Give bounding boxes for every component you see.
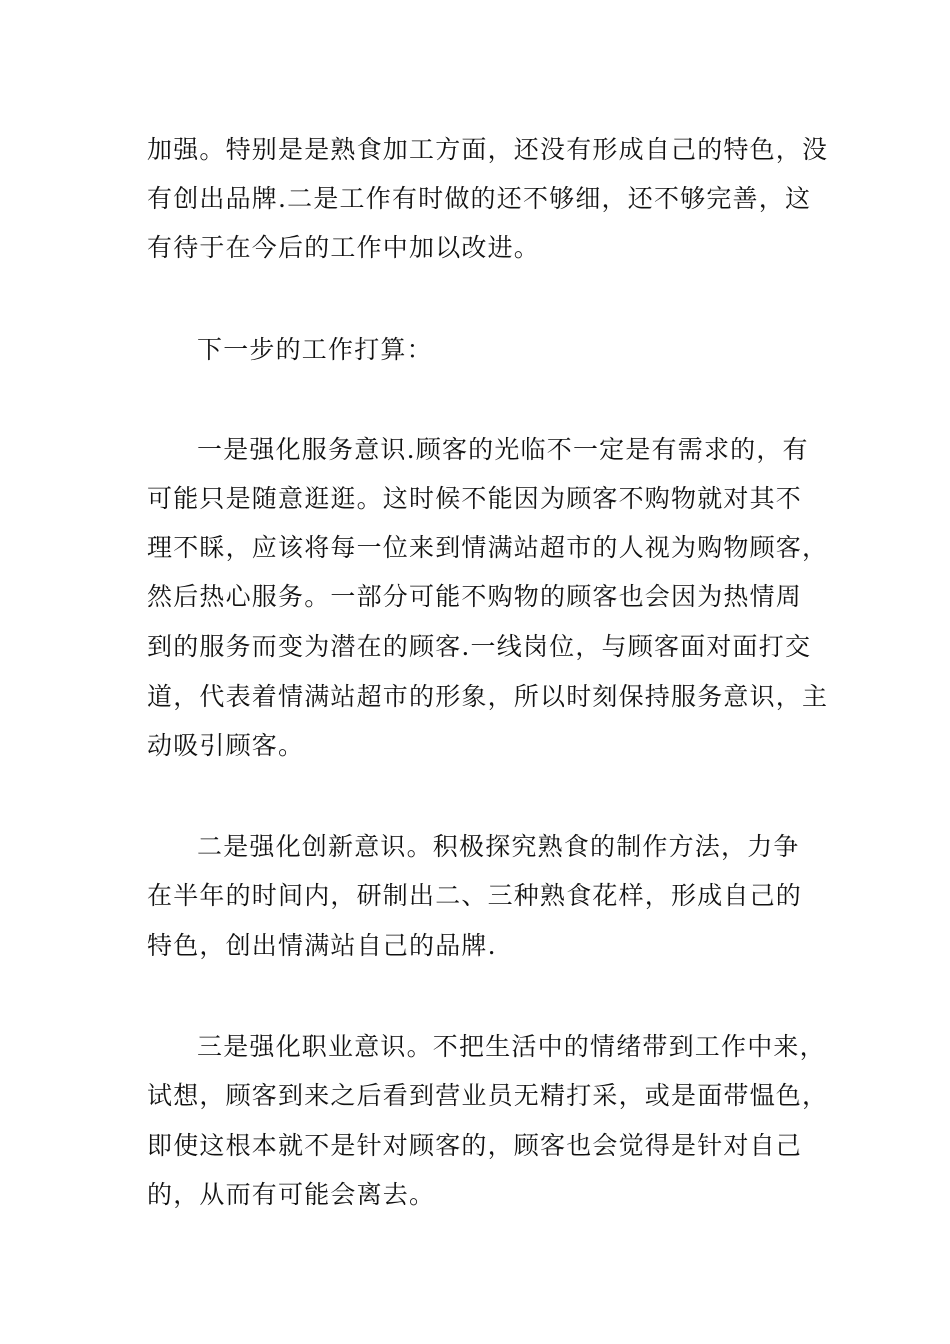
text-line: 三是强化职业意识。不把生活中的情绪带到工作中来， <box>197 1032 826 1061</box>
text-line: 试想，顾客到来之后看到营业员无精打采，或是面带愠色， <box>147 1081 829 1110</box>
text-line: 加强。特别是是熟食加工方面，还没有形成自己的特色，没 <box>147 135 829 164</box>
text-line: 然后热心服务。一部分可能不购物的顾客也会因为热情周 <box>147 582 803 611</box>
text-line: 一是强化服务意识.顾客的光临不一定是有需求的，有 <box>197 435 809 464</box>
text-line: 道，代表着情满站超市的形象，所以时刻保持服务意识，主 <box>147 682 829 711</box>
text-line: 特色，创出情满站自己的品牌. <box>147 931 497 960</box>
text-line: 可能只是随意逛逛。这时候不能因为顾客不购物就对其不 <box>147 484 803 513</box>
text-line: 动吸引顾客。 <box>147 731 305 760</box>
text-line: 到的服务而变为潜在的顾客.一线岗位，与顾客面对面打交 <box>147 632 812 661</box>
text-line: 下一步的工作打算： <box>197 335 433 364</box>
text-line: 的，从而有可能会离去。 <box>147 1180 436 1209</box>
text-line: 在半年的时间内，研制出二、三种熟食花样，形成自己的 <box>147 881 803 910</box>
text-line: 即使这根本就不是针对顾客的，顾客也会觉得是针对自己 <box>147 1131 803 1160</box>
text-line: 理不睬，应该将每一位来到情满站超市的人视为购物顾客， <box>147 533 829 562</box>
text-line: 二是强化创新意识。积极探究熟食的制作方法，力争 <box>197 832 800 861</box>
text-line: 有待于在今后的工作中加以改进。 <box>147 233 541 262</box>
text-line: 有创出品牌.二是工作有时做的还不够细，还不够完善，这 <box>147 184 812 213</box>
